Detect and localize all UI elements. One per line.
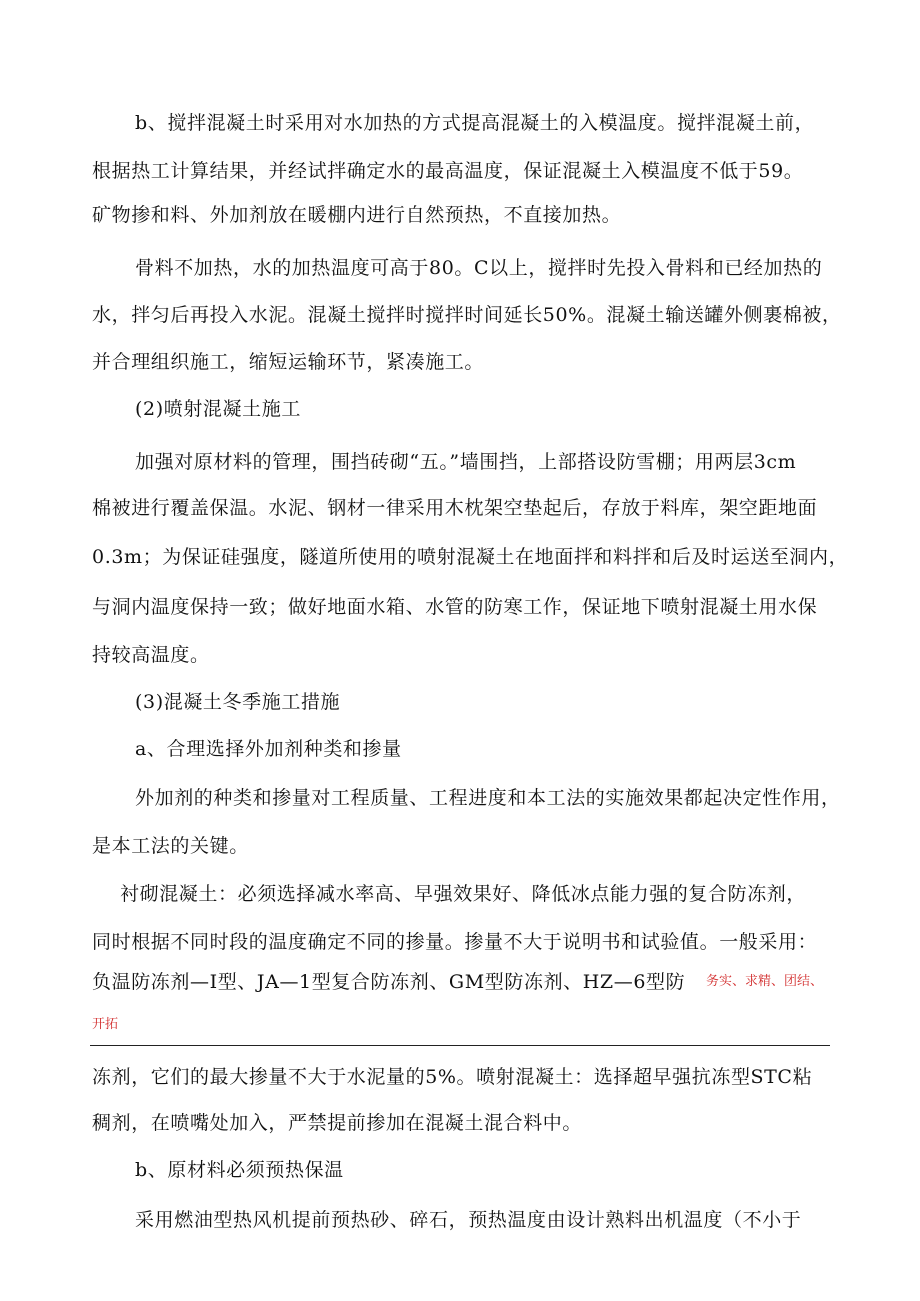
paragraph-line: 加强对原材料的管理，围挡砖砌“五。”墙围挡，上部搭设防雪棚；用两层3cm bbox=[135, 451, 797, 473]
paragraph-line: 衬砌混凝土：必须选择减水率高、早强效果好、降低冰点能力强的复合防冻剂， bbox=[120, 883, 807, 905]
section-heading: (3)混凝土冬季施工措施 bbox=[135, 691, 341, 713]
paragraph-line: 水，拌匀后再投入水泥。混凝土搅拌时搅拌时间延长50%。混凝土输送罐外侧裹棉被， bbox=[92, 304, 842, 326]
page-divider bbox=[90, 1045, 830, 1046]
section-heading: (2)喷射混凝土施工 bbox=[135, 398, 301, 420]
paragraph-line: 持较高温度。 bbox=[92, 644, 210, 666]
paragraph-line: 骨料不加热，水的加热温度可高于80。C以上，搅拌时先投入骨料和已经加热的 bbox=[135, 257, 823, 279]
paragraph-line: 稠剂，在喷嘴处加入，严禁提前掺加在混凝土混合料中。 bbox=[92, 1112, 583, 1134]
paragraph-line: 采用燃油型热风机提前预热砂、碎石，预热温度由设计熟料出机温度（不小于 bbox=[135, 1209, 802, 1231]
paragraph-line: 并合理组织施工，缩短运输环节，紧凑施工。 bbox=[92, 351, 485, 373]
paragraph-line: 负温防冻剂—Ⅰ型、JA—1型复合防冻剂、GM型防冻剂、HZ—6型防 bbox=[92, 971, 686, 993]
paragraph-line: 根据热工计算结果，并经试拌确定水的最高温度，保证混凝土入模温度不低于59。 bbox=[92, 160, 804, 182]
paragraph-line: 棉被进行覆盖保温。水泥、钢材一律采用木枕架空垫起后，存放于料库，架空距地面 bbox=[92, 497, 818, 519]
footer-motto: 务实、求精、团结、 bbox=[706, 974, 824, 989]
paragraph-line: 冻剂，它们的最大掺量不大于水泥量的5%。喷射混凝土：选择超早强抗冻型STC粘 bbox=[92, 1066, 813, 1088]
paragraph-line: 矿物掺和料、外加剂放在暖棚内进行自然预热，不直接加热。 bbox=[92, 204, 622, 226]
paragraph-line: 同时根据不同时段的温度确定不同的掺量。掺量不大于说明书和试验值。一般采用： bbox=[92, 931, 818, 953]
subsection-heading: a、合理选择外加剂种类和掺量 bbox=[135, 738, 402, 760]
subsection-heading: b、原材料必须预热保温 bbox=[135, 1159, 344, 1181]
paragraph-line: 外加剂的种类和掺量对工程质量、工程进度和本工法的实施效果都起决定性作用， bbox=[135, 787, 841, 809]
paragraph-line: 是本工法的关键。 bbox=[92, 835, 249, 857]
paragraph-line: b、搅拌混凝土时采用对水加热的方式提高混凝土的入模温度。搅拌混凝土前， bbox=[135, 112, 815, 134]
paragraph-line: 0.3m；为保证硅强度，隧道所使用的喷射混凝土在地面拌和料拌和后及时运送至洞内， bbox=[92, 546, 849, 568]
paragraph-line: 与洞内温度保持一致；做好地面水箱、水管的防寒工作，保证地下喷射混凝土用水保 bbox=[92, 596, 818, 618]
footer-motto-continued: 开拓 bbox=[92, 1017, 119, 1032]
